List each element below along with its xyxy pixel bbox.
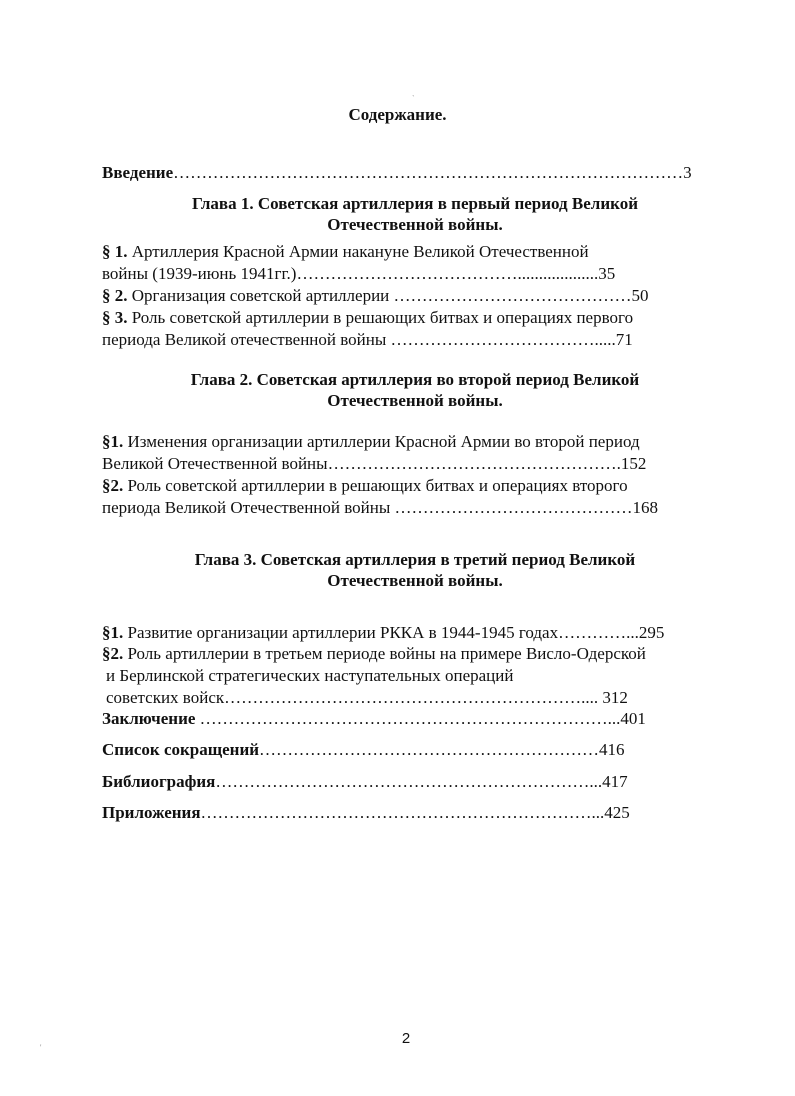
- chapter-2-heading-cont: Отечественной войны.: [327, 391, 503, 410]
- toc-leader: …………………………………………….: [327, 454, 621, 473]
- toc-entry-ch3-s2[interactable]: [102, 643, 646, 665]
- toc-label: Введение: [102, 163, 174, 182]
- chapter-2-heading: Глава 2. Советская артиллерия во второй период Великой: [190, 370, 640, 389]
- section-title: Артиллерия Красной Армии накануне Великой Отечественной: [127, 242, 589, 261]
- toc-page: 401: [620, 709, 646, 728]
- toc-leader: …………………………………………………………...: [215, 772, 603, 791]
- toc-leader: …………………………………...................: [296, 264, 599, 283]
- scan-speck: ': [40, 1043, 42, 1052]
- section-number: § 2.: [102, 286, 128, 305]
- section-number: §2.: [102, 644, 124, 663]
- section-title: Изменения организации артиллерии Красной Армии во второй период: [123, 432, 640, 451]
- toc-entry-bibliography[interactable]: [102, 771, 628, 793]
- toc-entry-ch2-s1[interactable]: [102, 431, 640, 453]
- section-number: §1.: [102, 623, 124, 642]
- toc-leader: ……………………………………: [393, 286, 632, 305]
- toc-leader: …………...: [558, 623, 639, 642]
- toc-page: 417: [602, 772, 628, 791]
- section-title-cont: и Берлинской стратегических наступательных операций: [106, 666, 514, 685]
- section-title-cont: Великой Отечественной войны: [102, 454, 328, 473]
- toc-label: Список сокращений: [102, 740, 260, 759]
- section-title-cont: войны (1939-июнь 1941гг.): [102, 264, 297, 283]
- scan-speck: `: [412, 94, 415, 103]
- section-title: Организация советской артиллерии: [127, 286, 394, 305]
- page-number: 2: [401, 1030, 411, 1047]
- chapter-1-heading-cont: Отечественной войны.: [327, 215, 503, 234]
- toc-label: Приложения: [102, 803, 201, 822]
- toc-entry-ch3-s2-cont[interactable]: [106, 665, 513, 687]
- section-title: Роль советской артиллерии в решающих битвах и операциях второго: [123, 476, 628, 495]
- toc-page: 312: [602, 688, 628, 707]
- chapter-3-heading: Глава 3. Советская артиллерия в третий период Великой: [194, 550, 636, 569]
- section-title: Развитие организации артиллерии РККА в 1944-1945 годах: [123, 623, 559, 642]
- toc-entry-ch1-s2[interactable]: [102, 285, 649, 307]
- section-number: §2.: [102, 476, 124, 495]
- section-title: Роль советской артиллерии в решающих битвах и операциях первого: [127, 308, 634, 327]
- chapter-1-heading: Глава 1. Советская артиллерия в первый период Великой: [192, 194, 638, 213]
- toc-leader: ………………………………………………………………………………: [173, 163, 684, 182]
- toc-entry-ch2-s1-cont[interactable]: [102, 453, 646, 475]
- section-number: § 3.: [102, 308, 128, 327]
- section-number: § 1.: [102, 242, 128, 261]
- section-title-cont: советских войск: [106, 688, 225, 707]
- section-title: Роль артиллерии в третьем периоде войны на примере Висло-Одерской: [123, 644, 646, 663]
- toc-page: 35: [598, 264, 616, 283]
- toc-page: 3: [683, 163, 692, 182]
- toc-entry-ch1-s3-cont[interactable]: [102, 329, 633, 351]
- toc-leader: ……………………………………: [394, 498, 633, 517]
- toc-entry-intro[interactable]: [102, 162, 692, 184]
- page-title: Содержание.: [348, 105, 447, 124]
- toc-entry-ch2-s2[interactable]: [102, 475, 628, 497]
- toc-page: 416: [599, 740, 625, 759]
- toc-leader: ……………………………………………………………...: [200, 803, 605, 822]
- toc-entry-ch2-s2-cont[interactable]: [102, 497, 658, 519]
- section-number: §1.: [102, 432, 124, 451]
- toc-entry-ch3-s1[interactable]: [102, 622, 664, 644]
- toc-page: 50: [631, 286, 649, 305]
- toc-label: Заключение: [102, 709, 196, 728]
- toc-page: 152: [620, 454, 647, 473]
- toc-entry-ch1-s1-cont[interactable]: [102, 263, 615, 285]
- toc-entry-abbreviations[interactable]: [102, 739, 625, 761]
- chapter-3-heading-cont: Отечественной войны.: [327, 571, 503, 590]
- toc-leader: ………………………………………………………....: [224, 688, 603, 707]
- toc-entry-ch1-s1[interactable]: [102, 241, 589, 263]
- toc-leader: ……………………………………………………: [259, 740, 600, 759]
- toc-entry-ch1-s3[interactable]: [102, 307, 633, 329]
- toc-page: 425: [604, 803, 630, 822]
- toc-entry-ch3-s2-cont2[interactable]: [106, 687, 628, 709]
- toc-label: Библиография: [102, 772, 216, 791]
- section-title-cont: периода Великой Отечественной войны: [102, 498, 395, 517]
- toc-leader: ……………………………….....: [390, 330, 616, 349]
- toc-page: 71: [615, 330, 633, 349]
- toc-leader: ………………………………………………………………...: [195, 709, 621, 728]
- section-title-cont: периода Великой отечественной войны: [102, 330, 391, 349]
- toc-page: 168: [632, 498, 659, 517]
- toc-entry-appendices[interactable]: [102, 802, 630, 824]
- toc-entry-conclusion[interactable]: [102, 708, 646, 730]
- toc-page: 295: [638, 623, 665, 642]
